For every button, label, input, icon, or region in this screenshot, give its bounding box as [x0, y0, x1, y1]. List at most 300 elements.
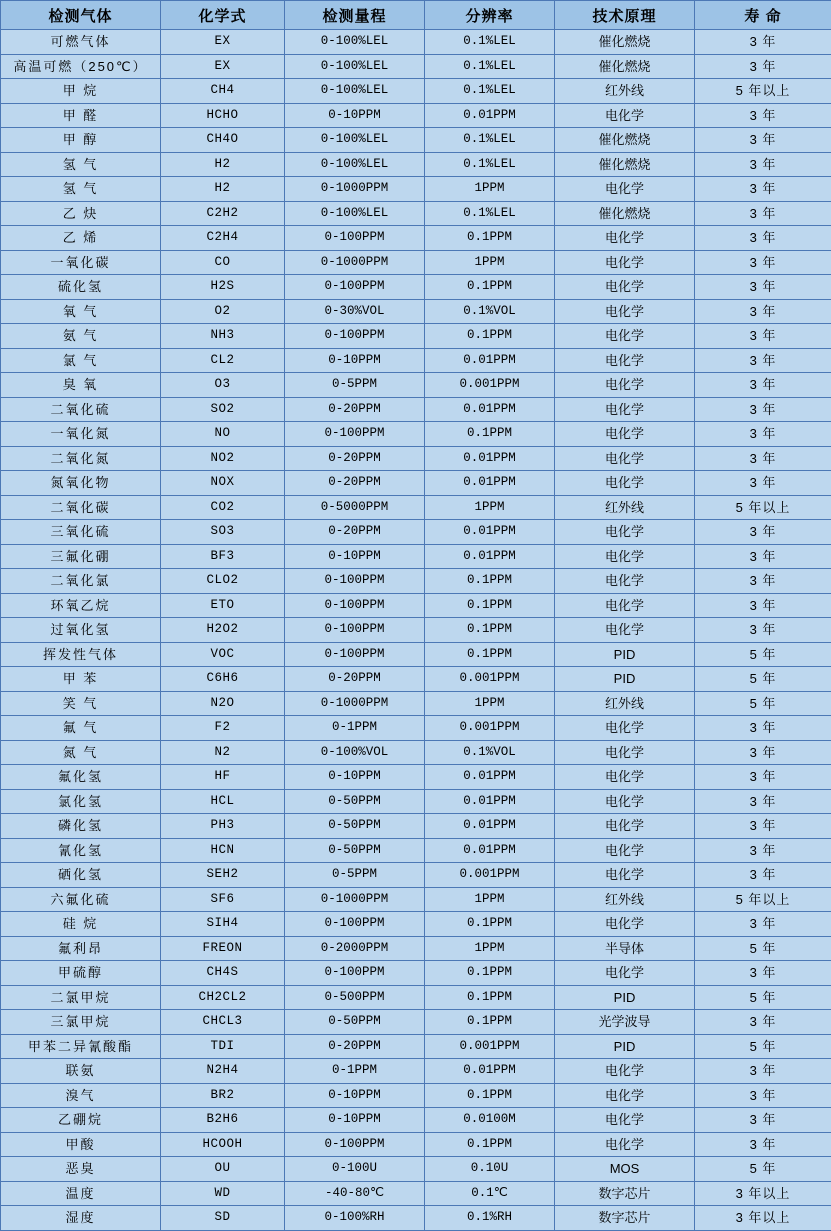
cell-principle: PID — [555, 667, 695, 692]
cell-range: 0-1000PPM — [285, 691, 425, 716]
cell-gas-name: 磷化氢 — [1, 814, 161, 839]
cell-range: 0-10PPM — [285, 348, 425, 373]
cell-formula: CH4S — [161, 961, 285, 986]
cell-lifetime: 3 年 — [695, 226, 831, 251]
cell-gas-name: 环氧乙烷 — [1, 593, 161, 618]
cell-formula: HCOOH — [161, 1132, 285, 1157]
cell-gas-name: 二氯甲烷 — [1, 985, 161, 1010]
cell-range: 0-100PPM — [285, 642, 425, 667]
cell-lifetime: 3 年 — [695, 397, 831, 422]
table-row — [1, 569, 831, 594]
cell-gas-name: 氟 气 — [1, 716, 161, 741]
cell-lifetime: 3 年 — [695, 765, 831, 790]
cell-principle: 催化燃烧 — [555, 152, 695, 177]
cell-gas-name: 氢 气 — [1, 152, 161, 177]
cell-formula: SIH4 — [161, 912, 285, 937]
cell-formula: H2O2 — [161, 618, 285, 643]
cell-gas-name: 挥发性气体 — [1, 642, 161, 667]
cell-gas-name: 乙 烯 — [1, 226, 161, 251]
cell-range: 0-100%VOL — [285, 740, 425, 765]
column-header-principle: 技术原理 — [555, 1, 695, 30]
cell-range: 0-100PPM — [285, 961, 425, 986]
cell-principle: 电化学 — [555, 838, 695, 863]
cell-lifetime: 3 年 — [695, 789, 831, 814]
table-row — [1, 30, 831, 55]
cell-range: 0-20PPM — [285, 397, 425, 422]
cell-resolution: 0.01PPM — [425, 789, 555, 814]
cell-lifetime: 5 年以上 — [695, 495, 831, 520]
cell-lifetime: 5 年 — [695, 691, 831, 716]
cell-gas-name: 氮氧化物 — [1, 471, 161, 496]
cell-gas-name: 氟利昂 — [1, 936, 161, 961]
cell-resolution: 0.1PPM — [425, 324, 555, 349]
cell-formula: CH2CL2 — [161, 985, 285, 1010]
cell-principle: 电化学 — [555, 520, 695, 545]
cell-principle: PID — [555, 985, 695, 1010]
table-row — [1, 422, 831, 447]
cell-lifetime: 3 年 — [695, 740, 831, 765]
cell-principle: 电化学 — [555, 324, 695, 349]
cell-principle: 催化燃烧 — [555, 54, 695, 79]
cell-lifetime: 3 年 — [695, 471, 831, 496]
cell-gas-name: 甲 醇 — [1, 128, 161, 153]
cell-gas-name: 一氧化氮 — [1, 422, 161, 447]
cell-principle: 电化学 — [555, 250, 695, 275]
cell-formula: CLO2 — [161, 569, 285, 594]
cell-gas-name: 甲酸 — [1, 1132, 161, 1157]
cell-principle: 电化学 — [555, 912, 695, 937]
cell-formula: SEH2 — [161, 863, 285, 888]
cell-lifetime: 3 年 — [695, 716, 831, 741]
cell-range: 0-100%RH — [285, 1206, 425, 1231]
cell-resolution: 0.10U — [425, 1157, 555, 1182]
table-row — [1, 495, 831, 520]
cell-principle: 电化学 — [555, 716, 695, 741]
cell-resolution: 0.01PPM — [425, 1059, 555, 1084]
cell-range: 0-50PPM — [285, 789, 425, 814]
cell-lifetime: 5 年以上 — [695, 887, 831, 912]
cell-formula: WD — [161, 1181, 285, 1206]
cell-gas-name: 六氟化硫 — [1, 887, 161, 912]
cell-principle: 电化学 — [555, 1083, 695, 1108]
cell-principle: 电化学 — [555, 1059, 695, 1084]
cell-lifetime: 5 年以上 — [695, 79, 831, 104]
cell-formula: SF6 — [161, 887, 285, 912]
table-row — [1, 226, 831, 251]
cell-gas-name: 氟化氢 — [1, 765, 161, 790]
cell-gas-name: 氰化氢 — [1, 838, 161, 863]
cell-range: 0-1000PPM — [285, 250, 425, 275]
cell-lifetime: 3 年 — [695, 201, 831, 226]
cell-resolution: 0.001PPM — [425, 1034, 555, 1059]
cell-formula: CH4O — [161, 128, 285, 153]
cell-formula: SO3 — [161, 520, 285, 545]
cell-resolution: 0.01PPM — [425, 544, 555, 569]
cell-principle: 电化学 — [555, 740, 695, 765]
cell-formula: BR2 — [161, 1083, 285, 1108]
cell-lifetime: 3 年 — [695, 569, 831, 594]
cell-lifetime: 3 年 — [695, 324, 831, 349]
table-row — [1, 740, 831, 765]
cell-lifetime: 5 年 — [695, 667, 831, 692]
cell-formula: CO — [161, 250, 285, 275]
cell-gas-name: 三氯甲烷 — [1, 1010, 161, 1035]
cell-range: 0-1000PPM — [285, 177, 425, 202]
table-row — [1, 471, 831, 496]
cell-range: 0-50PPM — [285, 1010, 425, 1035]
table-row — [1, 544, 831, 569]
cell-resolution: 0.1PPM — [425, 912, 555, 937]
cell-gas-name: 温度 — [1, 1181, 161, 1206]
cell-formula: H2 — [161, 152, 285, 177]
cell-principle: 电化学 — [555, 593, 695, 618]
cell-lifetime: 3 年 — [695, 814, 831, 839]
cell-range: 0-20PPM — [285, 471, 425, 496]
cell-gas-name: 湿度 — [1, 1206, 161, 1231]
cell-lifetime: 5 年 — [695, 985, 831, 1010]
cell-gas-name: 二氧化硫 — [1, 397, 161, 422]
cell-principle: 电化学 — [555, 765, 695, 790]
cell-lifetime: 3 年 — [695, 348, 831, 373]
table-row — [1, 520, 831, 545]
table-row — [1, 618, 831, 643]
cell-lifetime: 3 年 — [695, 446, 831, 471]
cell-formula: O2 — [161, 299, 285, 324]
cell-lifetime: 3 年 — [695, 912, 831, 937]
table-row — [1, 1083, 831, 1108]
cell-principle: 数字芯片 — [555, 1181, 695, 1206]
cell-range: 0-10PPM — [285, 103, 425, 128]
cell-formula: C2H4 — [161, 226, 285, 251]
cell-lifetime: 5 年 — [695, 1157, 831, 1182]
cell-gas-name: 硫化氢 — [1, 275, 161, 300]
cell-resolution: 0.01PPM — [425, 471, 555, 496]
cell-formula: N2 — [161, 740, 285, 765]
cell-principle: MOS — [555, 1157, 695, 1182]
table-row — [1, 887, 831, 912]
cell-gas-name: 甲硫醇 — [1, 961, 161, 986]
cell-gas-name: 甲 苯 — [1, 667, 161, 692]
cell-formula: H2S — [161, 275, 285, 300]
cell-lifetime: 5 年 — [695, 1034, 831, 1059]
cell-formula: NO — [161, 422, 285, 447]
cell-resolution: 0.1PPM — [425, 1132, 555, 1157]
cell-lifetime: 3 年 — [695, 1010, 831, 1035]
cell-gas-name: 氢 气 — [1, 177, 161, 202]
cell-formula: NO2 — [161, 446, 285, 471]
cell-range: 0-100PPM — [285, 618, 425, 643]
table-header — [1, 1, 831, 30]
cell-lifetime: 3 年以上 — [695, 1206, 831, 1231]
cell-formula: ETO — [161, 593, 285, 618]
cell-gas-name: 氧 气 — [1, 299, 161, 324]
cell-lifetime: 3 年 — [695, 373, 831, 398]
cell-resolution: 0.1PPM — [425, 226, 555, 251]
cell-gas-name: 硒化氢 — [1, 863, 161, 888]
table-row — [1, 985, 831, 1010]
table-row — [1, 79, 831, 104]
cell-range: -40-80℃ — [285, 1181, 425, 1206]
cell-resolution: 0.0100M — [425, 1108, 555, 1133]
cell-gas-name: 二氧化碳 — [1, 495, 161, 520]
cell-range: 0-5PPM — [285, 863, 425, 888]
cell-lifetime: 3 年 — [695, 838, 831, 863]
cell-resolution: 0.1PPM — [425, 569, 555, 594]
cell-range: 0-1PPM — [285, 1059, 425, 1084]
cell-gas-name: 过氧化氢 — [1, 618, 161, 643]
cell-lifetime: 3 年 — [695, 618, 831, 643]
cell-principle: 催化燃烧 — [555, 128, 695, 153]
table-row — [1, 348, 831, 373]
cell-formula: C2H2 — [161, 201, 285, 226]
cell-resolution: 0.1PPM — [425, 593, 555, 618]
cell-principle: PID — [555, 642, 695, 667]
cell-lifetime: 3 年 — [695, 863, 831, 888]
table-row — [1, 54, 831, 79]
cell-range: 0-2000PPM — [285, 936, 425, 961]
cell-range: 0-30%VOL — [285, 299, 425, 324]
cell-principle: 红外线 — [555, 691, 695, 716]
cell-principle: 电化学 — [555, 299, 695, 324]
column-header-resolution: 分辨率 — [425, 1, 555, 30]
cell-lifetime: 3 年 — [695, 30, 831, 55]
cell-resolution: 0.01PPM — [425, 397, 555, 422]
cell-principle: 电化学 — [555, 814, 695, 839]
cell-range: 0-100U — [285, 1157, 425, 1182]
cell-range: 0-20PPM — [285, 667, 425, 692]
cell-resolution: 0.1%LEL — [425, 30, 555, 55]
table-row — [1, 128, 831, 153]
cell-principle: 半导体 — [555, 936, 695, 961]
cell-lifetime: 3 年 — [695, 520, 831, 545]
cell-range: 0-100PPM — [285, 275, 425, 300]
cell-range: 0-100%LEL — [285, 54, 425, 79]
cell-range: 0-50PPM — [285, 814, 425, 839]
table-row — [1, 912, 831, 937]
cell-formula: CHCL3 — [161, 1010, 285, 1035]
table-row — [1, 1034, 831, 1059]
cell-principle: 电化学 — [555, 789, 695, 814]
cell-principle: 电化学 — [555, 275, 695, 300]
cell-formula: CO2 — [161, 495, 285, 520]
cell-resolution: 1PPM — [425, 936, 555, 961]
cell-formula: HCHO — [161, 103, 285, 128]
cell-lifetime: 3 年 — [695, 1059, 831, 1084]
table-row — [1, 1108, 831, 1133]
cell-lifetime: 3 年以上 — [695, 1181, 831, 1206]
cell-lifetime: 3 年 — [695, 593, 831, 618]
cell-range: 0-100PPM — [285, 422, 425, 447]
cell-gas-name: 氨 气 — [1, 324, 161, 349]
cell-formula: FREON — [161, 936, 285, 961]
table-row — [1, 593, 831, 618]
cell-formula: SO2 — [161, 397, 285, 422]
cell-lifetime: 3 年 — [695, 961, 831, 986]
table-row — [1, 103, 831, 128]
column-header-formula: 化学式 — [161, 1, 285, 30]
cell-lifetime: 3 年 — [695, 103, 831, 128]
cell-gas-name: 氯化氢 — [1, 789, 161, 814]
cell-principle: 催化燃烧 — [555, 30, 695, 55]
cell-gas-name: 甲 醛 — [1, 103, 161, 128]
cell-range: 0-100PPM — [285, 569, 425, 594]
cell-principle: PID — [555, 1034, 695, 1059]
cell-principle: 电化学 — [555, 103, 695, 128]
cell-resolution: 0.01PPM — [425, 103, 555, 128]
cell-principle: 电化学 — [555, 226, 695, 251]
cell-principle: 电化学 — [555, 618, 695, 643]
cell-principle: 电化学 — [555, 348, 695, 373]
cell-formula: BF3 — [161, 544, 285, 569]
cell-formula: TDI — [161, 1034, 285, 1059]
cell-principle: 电化学 — [555, 1132, 695, 1157]
table-row — [1, 275, 831, 300]
cell-range: 0-10PPM — [285, 544, 425, 569]
cell-principle: 电化学 — [555, 471, 695, 496]
cell-range: 0-100%LEL — [285, 79, 425, 104]
cell-formula: HCL — [161, 789, 285, 814]
table-row — [1, 152, 831, 177]
table-header-row — [1, 1, 831, 30]
cell-resolution: 0.1℃ — [425, 1181, 555, 1206]
cell-principle: 电化学 — [555, 422, 695, 447]
cell-resolution: 0.1%LEL — [425, 128, 555, 153]
cell-principle: 电化学 — [555, 373, 695, 398]
cell-resolution: 0.1PPM — [425, 961, 555, 986]
cell-range: 0-100PPM — [285, 1132, 425, 1157]
cell-gas-name: 三氟化硼 — [1, 544, 161, 569]
cell-principle: 电化学 — [555, 863, 695, 888]
cell-gas-name: 臭 氧 — [1, 373, 161, 398]
cell-resolution: 0.1PPM — [425, 1083, 555, 1108]
cell-formula: EX — [161, 54, 285, 79]
cell-gas-name: 可燃气体 — [1, 30, 161, 55]
cell-lifetime: 3 年 — [695, 250, 831, 275]
cell-resolution: 0.1%LEL — [425, 152, 555, 177]
cell-lifetime: 3 年 — [695, 1108, 831, 1133]
table-row — [1, 667, 831, 692]
cell-gas-name: 二氧化氯 — [1, 569, 161, 594]
cell-formula: H2 — [161, 177, 285, 202]
cell-principle: 电化学 — [555, 961, 695, 986]
cell-gas-name: 联氨 — [1, 1059, 161, 1084]
cell-resolution: 0.001PPM — [425, 863, 555, 888]
cell-range: 0-100%LEL — [285, 201, 425, 226]
cell-principle: 红外线 — [555, 495, 695, 520]
cell-gas-name: 一氧化碳 — [1, 250, 161, 275]
cell-resolution: 0.01PPM — [425, 520, 555, 545]
cell-resolution: 0.1%VOL — [425, 299, 555, 324]
cell-range: 0-10PPM — [285, 1083, 425, 1108]
cell-range: 0-50PPM — [285, 838, 425, 863]
cell-formula: VOC — [161, 642, 285, 667]
cell-resolution: 0.1PPM — [425, 618, 555, 643]
cell-resolution: 0.1%LEL — [425, 201, 555, 226]
cell-range: 0-10PPM — [285, 765, 425, 790]
cell-principle: 光学波导 — [555, 1010, 695, 1035]
cell-range: 0-100PPM — [285, 912, 425, 937]
cell-lifetime: 3 年 — [695, 544, 831, 569]
table-row — [1, 373, 831, 398]
cell-resolution: 1PPM — [425, 887, 555, 912]
cell-resolution: 0.001PPM — [425, 716, 555, 741]
cell-gas-name: 乙 炔 — [1, 201, 161, 226]
column-header-range: 检测量程 — [285, 1, 425, 30]
cell-gas-name: 甲 烷 — [1, 79, 161, 104]
cell-resolution: 0.01PPM — [425, 765, 555, 790]
cell-lifetime: 3 年 — [695, 152, 831, 177]
cell-principle: 红外线 — [555, 887, 695, 912]
cell-range: 0-1PPM — [285, 716, 425, 741]
cell-formula: HF — [161, 765, 285, 790]
cell-gas-name: 二氧化氮 — [1, 446, 161, 471]
cell-resolution: 0.01PPM — [425, 348, 555, 373]
cell-principle: 电化学 — [555, 569, 695, 594]
cell-resolution: 0.1PPM — [425, 985, 555, 1010]
cell-lifetime: 5 年 — [695, 936, 831, 961]
cell-gas-name: 溴气 — [1, 1083, 161, 1108]
cell-resolution: 1PPM — [425, 177, 555, 202]
table-row — [1, 936, 831, 961]
cell-range: 0-100PPM — [285, 324, 425, 349]
cell-formula: OU — [161, 1157, 285, 1182]
cell-range: 0-5PPM — [285, 373, 425, 398]
cell-principle: 电化学 — [555, 544, 695, 569]
cell-range: 0-20PPM — [285, 446, 425, 471]
table-row — [1, 250, 831, 275]
cell-resolution: 0.1%LEL — [425, 54, 555, 79]
cell-lifetime: 5 年 — [695, 642, 831, 667]
cell-formula: PH3 — [161, 814, 285, 839]
table-row — [1, 814, 831, 839]
cell-formula: HCN — [161, 838, 285, 863]
cell-principle: 电化学 — [555, 446, 695, 471]
cell-resolution: 0.01PPM — [425, 838, 555, 863]
cell-resolution: 0.1%LEL — [425, 79, 555, 104]
cell-range: 0-100%LEL — [285, 152, 425, 177]
table-row — [1, 324, 831, 349]
cell-resolution: 0.1%RH — [425, 1206, 555, 1231]
cell-range: 0-100%LEL — [285, 128, 425, 153]
cell-principle: 电化学 — [555, 1108, 695, 1133]
cell-lifetime: 3 年 — [695, 1132, 831, 1157]
table-row — [1, 691, 831, 716]
cell-gas-name: 硅 烷 — [1, 912, 161, 937]
table-row — [1, 1181, 831, 1206]
cell-resolution: 0.1PPM — [425, 1010, 555, 1035]
cell-formula: CH4 — [161, 79, 285, 104]
cell-gas-name: 高温可燃（250℃） — [1, 54, 161, 79]
cell-resolution: 0.01PPM — [425, 814, 555, 839]
cell-principle: 催化燃烧 — [555, 201, 695, 226]
table-row — [1, 789, 831, 814]
cell-resolution: 0.001PPM — [425, 373, 555, 398]
table-row — [1, 1132, 831, 1157]
cell-formula: SD — [161, 1206, 285, 1231]
cell-formula: N2O — [161, 691, 285, 716]
cell-range: 0-100PPM — [285, 226, 425, 251]
cell-formula: EX — [161, 30, 285, 55]
cell-resolution: 0.1%VOL — [425, 740, 555, 765]
cell-principle: 数字芯片 — [555, 1206, 695, 1231]
table-row — [1, 1206, 831, 1231]
cell-resolution: 1PPM — [425, 691, 555, 716]
table-row — [1, 1010, 831, 1035]
table-row — [1, 1059, 831, 1084]
table-row — [1, 863, 831, 888]
cell-lifetime: 3 年 — [695, 1083, 831, 1108]
cell-formula: NH3 — [161, 324, 285, 349]
